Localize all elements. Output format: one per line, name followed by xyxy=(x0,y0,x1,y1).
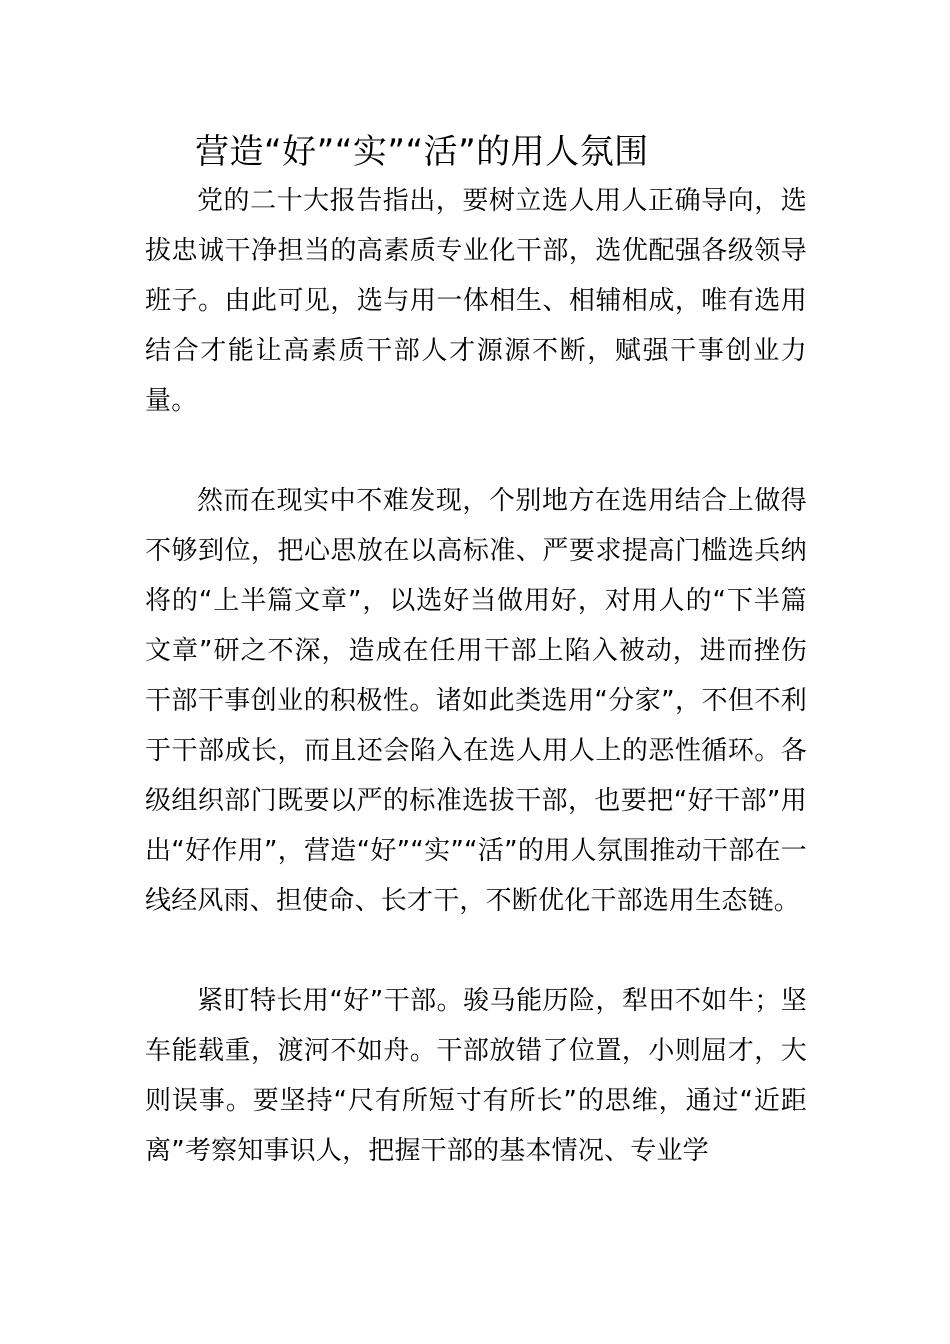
document-page xyxy=(145,130,807,1176)
paragraph-specialty: 紧盯特长用“好”干部。骏马能历险，犁田不如牛；坚车能载重，渡河不如舟。干部放错了位置，小则屈才，大则误事。要坚持“尺有所短寸有所长”的思维，通过“近距离”考察知事识人，把握干部的基本情况、专业学 xyxy=(145,986,807,1166)
paragraph-intro: 党的二十大报告指出，要树立选人用人正确导向，选拔忠诚干净担当的高素质专业化干部，选优配强各级领导班子。由此可见，选与用一体相生、相辅相成，唯有选用结合才能让高素质干部人才源源不断，赋强干事创业力量。 xyxy=(145,186,807,416)
paragraph-problem: 然而在现实中不难发现，个别地方在选用结合上做得不够到位，把心思放在以高标准、严要求提高门槛选兵纳将的“上半篇文章”，以选好当做用好，对用人的“下半篇文章”研之不深，造成在任用干部上陷入被动，进而挫伤干部干事创业的积极性。诸如此类选用“分家”，不但不利于干部成长，而且还会陷入在选人用人上的恶性循环。各级组织部门既要以严的标准选拔干部，也要把“好干部”用出“好作用”，营造“好”“实”“活”的用人氛围推动干部在一线经风雨、担使命、长才干，不断优化干部选用生态链。 xyxy=(145,486,807,916)
document-title: 营造“好”“实”“活”的用人氛围 xyxy=(195,132,649,172)
